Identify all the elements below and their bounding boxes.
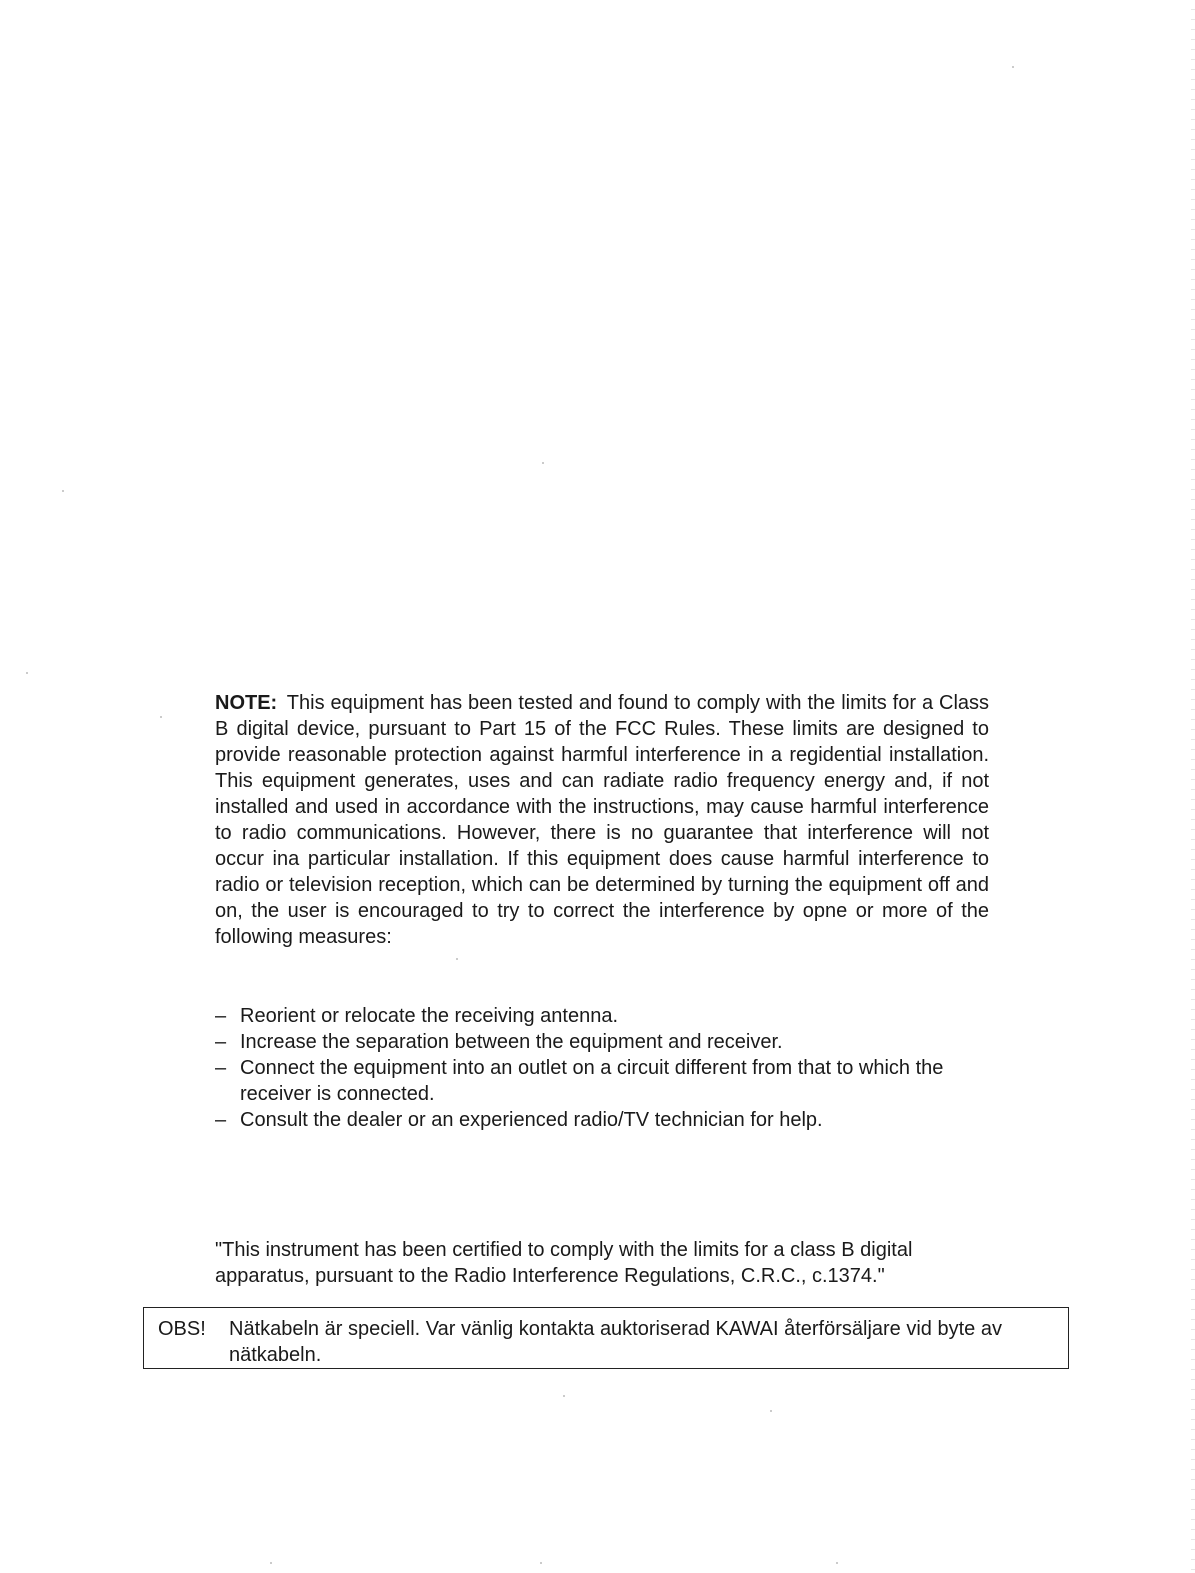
note-text: This equipment has been tested and found to comply with the limits for a Class B digital device, pursuant to Part 15 of the FCC Rules. These limits are designed to provide reasonable protection against harmful interference in a regidential installation. This equipment generates, uses and can radiate radio frequency energy and, if not installed and used in accordance with the instructions, may cause harmful interference to radio communications. However, there is no guarantee that interference will not occur ina particular installation. If this equipment does cause harmful interference to radio or television reception, which can be determined by turning the equipment off and on, the user is encouraged to try to correct the interference by opne or more of the following measures: — [215, 692, 990, 948]
obs-notice-box — [143, 1307, 1069, 1369]
scan-speck — [836, 1562, 838, 1564]
list-item — [215, 1107, 995, 1133]
obs-text: Nätkabeln är speciell. Var vänlig kontakta auktoriserad KAWAI återförsäljare vid byte av nätkabeln. — [229, 1318, 1002, 1366]
dash-marker: – — [215, 1057, 227, 1079]
scan-edge — [1191, 0, 1195, 1573]
dash-marker: – — [215, 1031, 227, 1053]
scan-speck — [563, 1395, 565, 1397]
note-label: NOTE: — [215, 692, 278, 714]
list-item-text: Reorient or relocate the receiving antenna. — [240, 1005, 619, 1027]
dash-marker: – — [215, 1109, 227, 1131]
scan-speck — [1012, 66, 1014, 68]
list-item-text: Connect the equipment into an outlet on a circuit different from that to which the receiver is connected. — [240, 1057, 944, 1105]
dash-marker: – — [215, 1005, 227, 1027]
obs-label: OBS! — [158, 1318, 206, 1340]
canada-statement: "This instrument has been certified to comply with the limits for a class B digital apparatus, pursuant to the Radio Interference Regulations, C.R.C., c.1374." — [215, 1239, 913, 1287]
list-item — [215, 1055, 995, 1107]
scan-speck — [542, 462, 544, 464]
list-item — [215, 1003, 995, 1029]
list-item — [215, 1029, 995, 1055]
fcc-note — [215, 690, 989, 950]
scan-speck — [770, 1410, 772, 1412]
scan-speck — [160, 716, 162, 718]
scan-speck — [62, 490, 64, 492]
scan-speck — [26, 672, 28, 674]
list-item-text: Consult the dealer or an experienced radio/TV technician for help. — [240, 1109, 823, 1131]
scan-speck — [270, 1562, 272, 1564]
measures-list — [215, 1003, 995, 1133]
scan-speck — [456, 958, 458, 960]
list-item-text: Increase the separation between the equipment and receiver. — [240, 1031, 783, 1053]
scan-speck — [540, 1562, 542, 1564]
